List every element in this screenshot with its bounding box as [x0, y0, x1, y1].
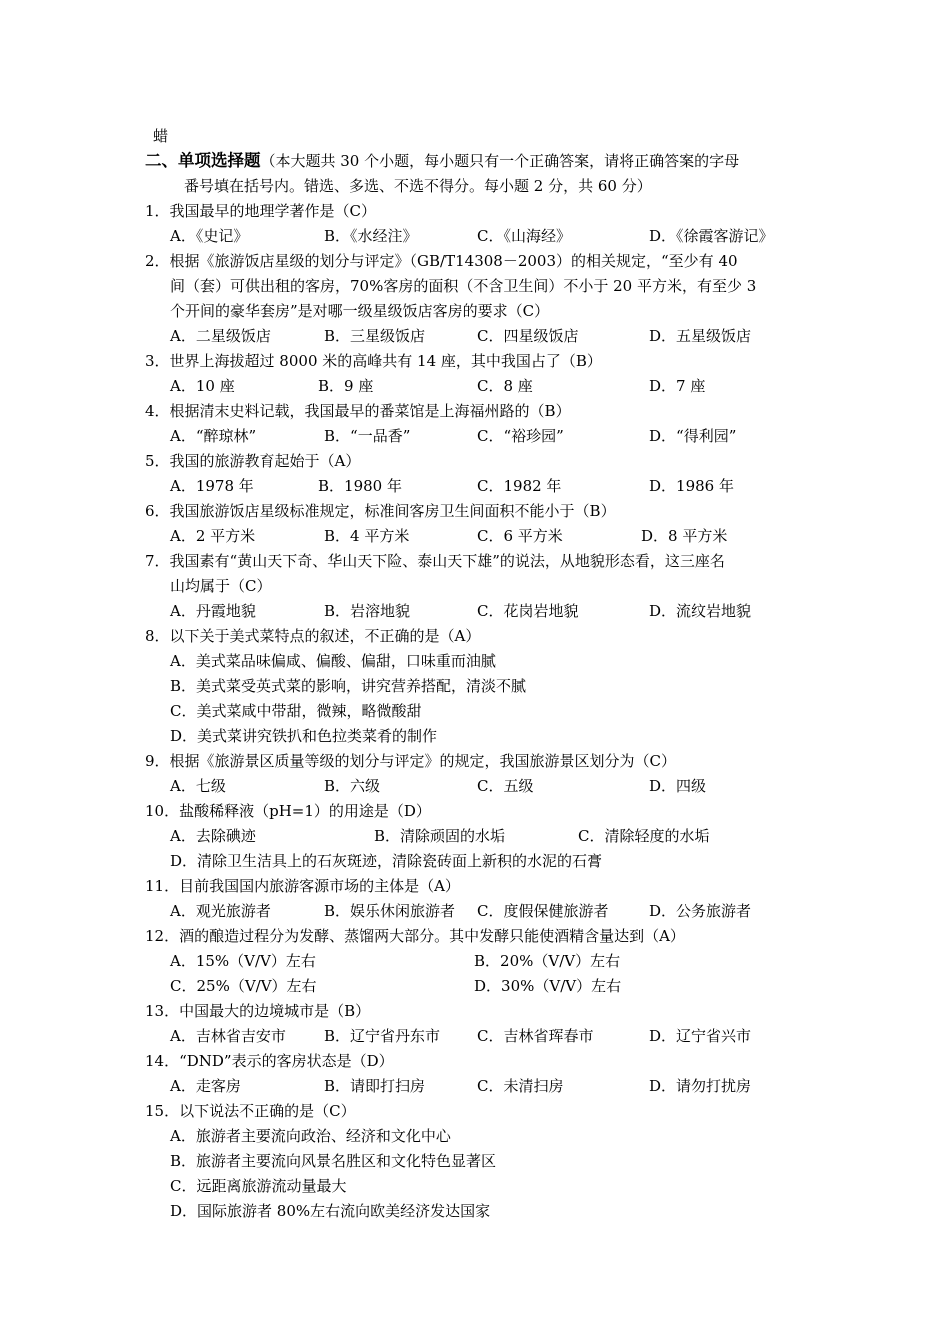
option-a: A．2 平方米: [170, 527, 256, 545]
option-d: D．四级: [649, 777, 707, 795]
question-stem: 11．目前我国国内旅游客源市场的主体是（A）: [145, 877, 460, 895]
option-c: C．美式菜咸中带甜，微辣，略微酸甜: [170, 702, 422, 720]
option-b: B．请即打扫房: [324, 1077, 426, 1095]
option-d: D．8 平方米: [641, 527, 728, 545]
option-d: D．五星级饭店: [649, 327, 752, 345]
section-title: 二、单项选择题: [145, 151, 261, 170]
section-heading: [145, 151, 739, 171]
option-d: D．《徐霞客游记》: [649, 227, 774, 245]
option-a: A．丹霞地貌: [170, 602, 256, 620]
option-b: B．1980 年: [318, 477, 402, 495]
option-b: B．清除顽固的水垢: [374, 827, 506, 845]
option-a: A．七级: [170, 777, 226, 795]
option-b: B．岩溶地貌: [324, 602, 411, 620]
question-stem: 6．我国旅游饭店星级标准规定，标准间客房卫生间面积不能小于（B）: [145, 502, 616, 520]
option-d: D．7 座: [649, 377, 706, 395]
option-b: B．六级: [324, 777, 381, 795]
option-d: D．美式菜讲究铁扒和色拉类菜肴的制作: [170, 727, 438, 745]
question-stem: 2．根据《旅游饭店星级的划分与评定》（GB/T14308－2003）的相关规定，“至少有 40: [145, 252, 738, 270]
option-c: C．五级: [477, 777, 534, 795]
question-stem-cont: 间（套）可供出租的客房，70%客房的面积（不含卫生间）不小于 20 平方米，有至少 3: [170, 277, 757, 295]
option-b: B．9 座: [318, 377, 374, 395]
question-stem: 7．我国素有“黄山天下奇、华山天下险、泰山天下雄”的说法，从地貌形态看，这三座名: [145, 552, 725, 570]
question-stem: 9．根据《旅游景区质量等级的划分与评定》的规定，我国旅游景区划分为（C）: [145, 752, 677, 770]
option-a: A．走客房: [170, 1077, 241, 1095]
option-b: B．《水经注》: [324, 227, 418, 245]
option-a: A．10 座: [170, 377, 235, 395]
option-c: C．6 平方米: [477, 527, 563, 545]
question-stem-cont: 个开间的豪华套房”是对哪一级星级饭店客房的要求（C）: [170, 302, 550, 320]
option-a: A．吉林省吉安市: [170, 1027, 286, 1045]
option-b: B．“一品香”: [324, 427, 411, 445]
option-c: C．1982 年: [477, 477, 562, 495]
option-a: A．观光旅游者: [170, 902, 271, 920]
option-c: C．吉林省珲春市: [477, 1027, 594, 1045]
option-d: D．公务旅游者: [649, 902, 752, 920]
question-stem: 3．世界上海拔超过 8000 米的高峰共有 14 座，其中我国占了（B）: [145, 352, 602, 370]
option-b: B．美式菜受英式菜的影响，讲究营养搭配，清淡不腻: [170, 677, 527, 695]
question-stem-cont: 山均属于（C）: [170, 577, 272, 595]
option-b: B．20%（V/V）左右: [474, 952, 621, 970]
option-d: D．国际旅游者 80%左右流向欧美经济发达国家: [170, 1202, 491, 1220]
section-instructions-1: （本大题共 30 个小题，每小题只有一个正确答案，请将正确答案的字母: [260, 152, 740, 170]
option-b: B．三星级饭店: [324, 327, 426, 345]
question-stem: 15．以下说法不正确的是（C）: [145, 1102, 356, 1120]
question-stem: 1．我国最早的地理学著作是（C）: [145, 202, 377, 220]
section-instructions-2: 番号填在括号内。错选、多选、不选不得分。每小题 2 分，共 60 分）: [184, 177, 652, 195]
option-a: A．去除碘迹: [170, 827, 256, 845]
option-c: C．未清扫房: [477, 1077, 564, 1095]
option-c: C．8 座: [477, 377, 533, 395]
option-a: A．旅游者主要流向政治、经济和文化中心: [170, 1127, 451, 1145]
option-c: C．四星级饭店: [477, 327, 579, 345]
option-c: C．“裕珍园”: [477, 427, 564, 445]
option-a: A．美式菜品味偏咸、偏酸、偏甜，口味重而油腻: [170, 652, 496, 670]
option-c: C．《山海经》: [477, 227, 571, 245]
option-d: D．辽宁省兴市: [649, 1027, 752, 1045]
option-d: D．流纹岩地貌: [649, 602, 752, 620]
option-a: A．15%（V/V）左右: [170, 952, 316, 970]
option-d: D．请勿打扰房: [649, 1077, 752, 1095]
top-fragment: 蜡: [153, 127, 169, 145]
option-d: D．1986 年: [649, 477, 734, 495]
option-d: D．“得利园”: [649, 427, 737, 445]
option-a: A．“醉琼林”: [170, 427, 257, 445]
option-c: C．清除轻度的水垢: [578, 827, 710, 845]
option-b: B．娱乐休闲旅游者: [324, 902, 456, 920]
question-stem: 14．“DND”表示的客房状态是（D）: [145, 1052, 394, 1070]
question-stem: 12．酒的酿造过程分为发酵、蒸馏两大部分。其中发酵只能使酒精含量达到（A）: [145, 927, 685, 945]
question-stem: 5．我国的旅游教育起始于（A）: [145, 452, 361, 470]
option-d: D．清除卫生洁具上的石灰斑迹，清除瓷砖面上新积的水泥的石膏: [170, 852, 603, 870]
option-d: D．30%（V/V）左右: [474, 977, 622, 995]
question-stem: 13．中国最大的边境城市是（B）: [145, 1002, 371, 1020]
question-stem: 8．以下关于美式菜特点的叙述，不正确的是（A）: [145, 627, 481, 645]
option-c: C．25%（V/V）左右: [170, 977, 317, 995]
option-b: B．辽宁省丹东市: [324, 1027, 441, 1045]
option-c: C．度假保健旅游者: [477, 902, 609, 920]
option-b: B．4 平方米: [324, 527, 410, 545]
option-b: B．旅游者主要流向风景名胜区和文化特色显著区: [170, 1152, 497, 1170]
question-stem: 10．盐酸稀释液（pH=1）的用途是（D）: [145, 802, 431, 820]
question-stem: 4．根据清末史料记载，我国最早的番菜馆是上海福州路的（B）: [145, 402, 571, 420]
option-a: A．《史记》: [170, 227, 249, 245]
option-a: A．1978 年: [170, 477, 254, 495]
option-c: C．远距离旅游流动量最大: [170, 1177, 347, 1195]
option-a: A．二星级饭店: [170, 327, 271, 345]
option-c: C．花岗岩地貌: [477, 602, 579, 620]
